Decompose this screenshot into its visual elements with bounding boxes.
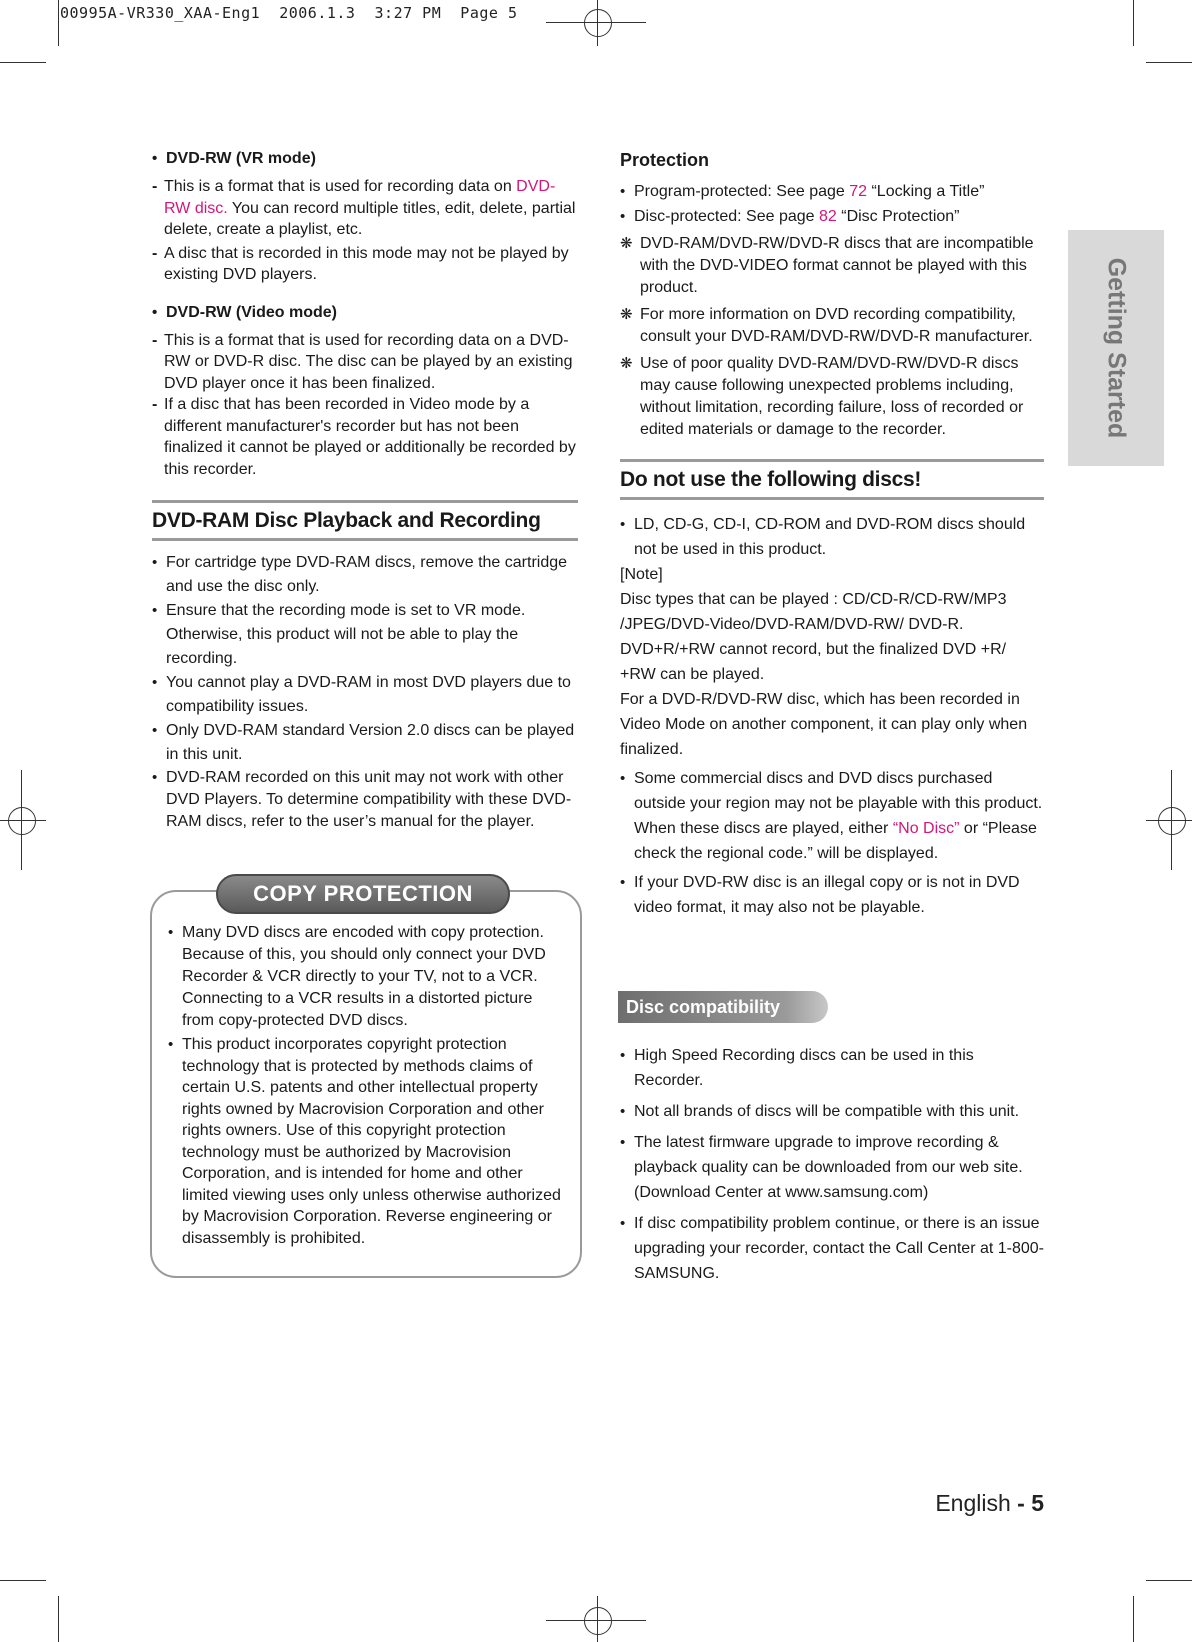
disc-compat-item: • If disc compatibility problem continue, or there is an issue upgrading your recorder, contact the Call Center at 1-800-SAMSUNG.: [620, 1211, 1044, 1286]
program-protected-item: • Program-protected: See page 72 “Locking a Title”: [620, 179, 1044, 204]
protection-note: ❋ For more information on DVD recording compatibility, consult your DVD-RAM/DVD-RW/DVD-R manufacturer.: [620, 304, 1044, 348]
protection-title: Protection: [620, 150, 710, 170]
dvd-rw-link-text: DVD-RW disc.: [164, 178, 556, 217]
note-text: DVD+R/+RW cannot record, but the finalized DVD +R/ +RW can be played.: [620, 641, 1007, 683]
disc-compat-item: • Not all brands of discs will be compatible with this unit.: [620, 1099, 1044, 1124]
right-column: [620, 150, 1044, 920]
page-number: English - 5: [935, 1490, 1044, 1516]
dvdram-section-heading: DVD-RAM Disc Playback and Recording: [152, 500, 578, 541]
disc-compatibility-list: [620, 1043, 1044, 1286]
do-not-use-heading: Do not use the following discs!: [620, 459, 1044, 500]
copy-protection-item: • This product incorporates copyright protection technology that is protected by methods claims of certain U.S. patents and other intellectual property rights owned by Macrovision Corporation and other rights owners. Use of this copyright protection technology must be authorized by Macrovision Corporation, and is intended for home and other limited viewing uses only unless otherwise authorized by Macrovision Corporation. Reverse engineering or disassembly is prohibited.: [168, 1034, 564, 1249]
side-tab-label: Getting Started: [1102, 257, 1131, 439]
note-text: Disc types that can be played : CD/CD-R/CD-RW/MP3 /JPEG/DVD-Video/DVD-RAM/DVD-RW/ DVD-R.: [620, 591, 1007, 633]
copy-protection-item: • Many DVD discs are encoded with copy protection. Because of this, you should only connect your DVD Recorder & VCR directly to your TV, not to a VCR. Connecting to a VCR results in a distorted picture from copy-protected DVD discs.: [168, 922, 564, 1032]
disc-protected-item: • Disc-protected: See page 82 “Disc Protection”: [620, 204, 1044, 229]
dvdram-item: • DVD-RAM recorded on this unit may not work with other DVD Players. To determine compatibility with these DVD-RAM discs, refer to the user’s manual for the player.: [152, 767, 578, 833]
dvdram-item: • For cartridge type DVD-RAM discs, remove the cartridge and use the disc only.: [152, 551, 578, 599]
do-not-use-item: • If your DVD-RW disc is an illegal copy or is not in DVD video format, it may also not be playable.: [620, 870, 1044, 920]
left-column: [152, 148, 578, 833]
vr-mode-title: • DVD-RW (VR mode): [152, 148, 578, 170]
do-not-use-content: [620, 512, 1044, 920]
do-not-use-item: • Some commercial discs and DVD discs purchased outside your region may not be playable with this product. When these discs are played, either “No Disc” or “Please check the regional code.” will be displayed.: [620, 766, 1044, 866]
vr-mode-item: - A disc that is recorded in this mode may not be played by existing DVD players.: [152, 243, 578, 286]
copy-protection-tab: COPY PROTECTION: [216, 874, 510, 914]
no-disc-message: “No Disc”: [892, 820, 960, 837]
note-text: For a DVD-R/DVD-RW disc, which has been recorded in Video Mode on another component, it can play only when finalized.: [620, 691, 1028, 758]
disc-compat-item: • High Speed Recording discs can be used in this Recorder.: [620, 1043, 1044, 1093]
page-ref-82: 82: [819, 208, 837, 225]
dvdram-item: • Ensure that the recording mode is set to VR mode. Otherwise, this product will not be able to play the recording.: [152, 599, 578, 671]
disc-compat-item: • The latest firmware upgrade to improve recording & playback quality can be downloaded from our web site. (Download Center at www.samsung.com): [620, 1130, 1044, 1205]
note-label: [Note]: [620, 566, 663, 583]
dvdram-list: [152, 551, 578, 833]
print-slug: 00995A-VR330_XAA-Eng1 2006.1.3 3:27 PM Page 5: [60, 4, 518, 22]
copy-protection-body: [168, 922, 564, 1249]
protection-note: ❋ Use of poor quality DVD-RAM/DVD-RW/DVD-R discs may cause following unexpected problems including, without limitation, recording failure, loss of recorded or edited materials or damage to the recorder.: [620, 353, 1044, 441]
dvdram-item: • Only DVD-RAM standard Version 2.0 discs can be played in this unit.: [152, 719, 578, 767]
video-mode-item: - This is a format that is used for recording data on a DVD-RW or DVD-R disc. The disc can be played by an existing DVD player once it has been finalized.: [152, 330, 578, 395]
section-side-tab: [1068, 230, 1164, 466]
vr-mode-item: - This is a format that is used for recording data on DVD-RW disc. You can record multiple titles, edit, delete, partial delete, create a playlist, etc.: [152, 176, 578, 241]
video-mode-item: - If a disc that has been recorded in Video mode by a different manufacturer's recorder but has not been finalized it cannot be played or additionally be recorded by this recorder.: [152, 394, 578, 480]
do-not-use-item: • LD, CD-G, CD-I, CD-ROM and DVD-ROM discs should not be used in this product.: [620, 512, 1044, 562]
video-mode-title: • DVD-RW (Video mode): [152, 302, 578, 324]
protection-note: ❋ DVD-RAM/DVD-RW/DVD-R discs that are incompatible with the DVD-VIDEO format cannot be played with this product.: [620, 233, 1044, 299]
dvdram-item: • You cannot play a DVD-RAM in most DVD players due to compatibility issues.: [152, 671, 578, 719]
disc-compatibility-tab: Disc compatibility: [618, 991, 828, 1023]
page-ref-72: 72: [849, 183, 868, 200]
